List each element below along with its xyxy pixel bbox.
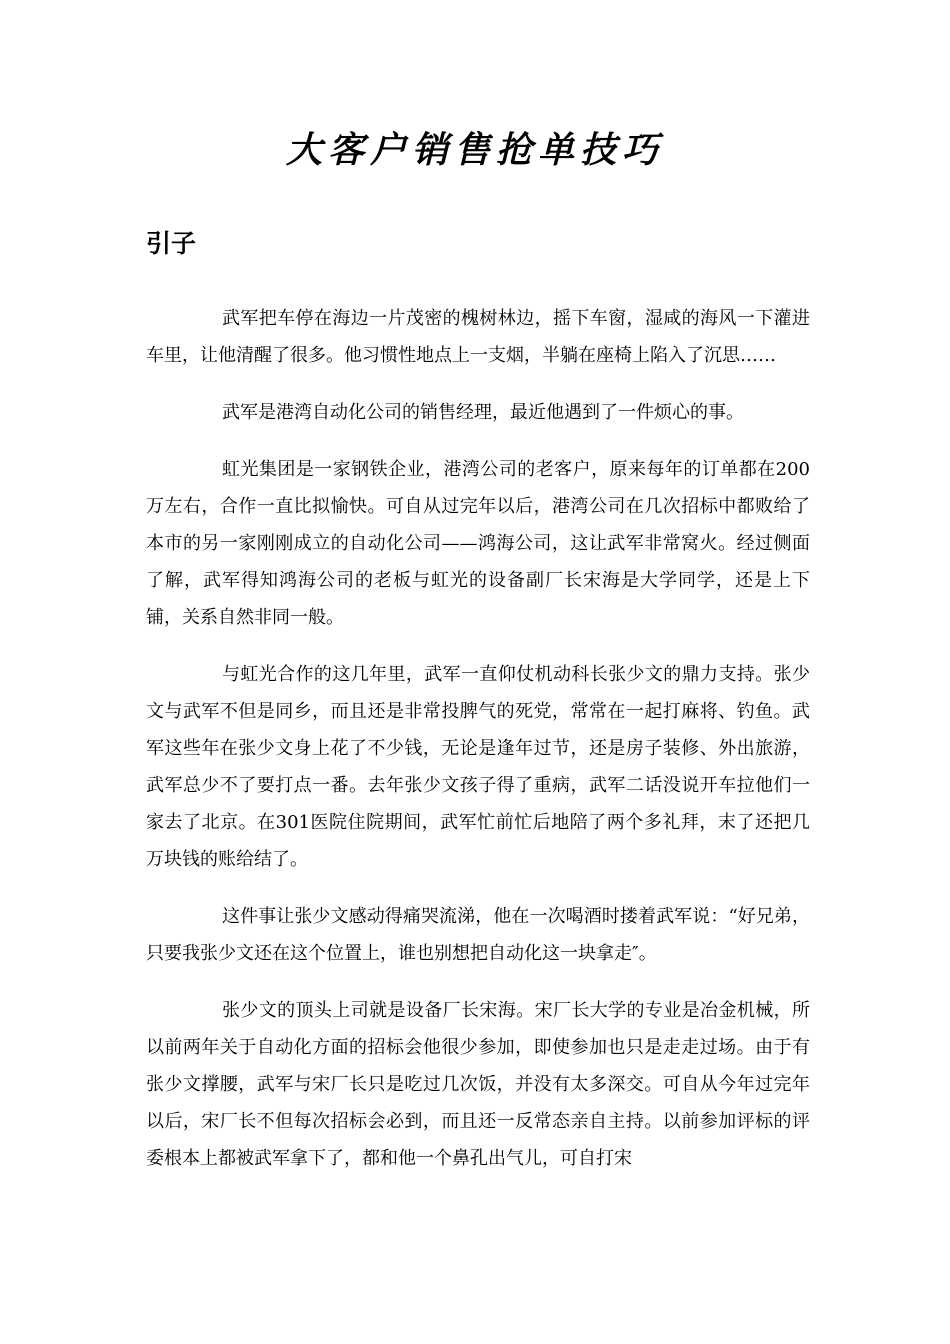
paragraph-5: 这件事让张少文感动得痛哭流涕，他在一次喝酒时搂着武军说：“好兄弟，只要我张少文还在这个位置上，谁也别想把自动化这一块拿走″。	[146, 906, 810, 964]
paragraph-3: 虹光集团是一家钢铁企业，港湾公司的老客户，原来每年的订单都在200万左右，合作一直比拟愉快。可自从过完年以后，港湾公司在几次招标中都败给了本市的另一家刚刚成立的自动化公司——鸿海公司，这让武军非常窝火。经过侧面了解，武军得知鸿海公司的老板与虹光的设备副厂长宋海是大学同学，还是上下铺，关系自然非同一般。	[146, 459, 810, 628]
document-title: 大客户销售抢单技巧	[285, 129, 664, 171]
paragraph-1: 武军把车停在海边一片茂密的槐树林边，摇下车窗，湿咸的海风一下灌进车里，让他清醒了很多。他习惯性地点上一支烟，半躺在座椅上陷入了沉思……	[146, 308, 810, 366]
section-heading: 引子	[146, 229, 197, 258]
body-text	[146, 300, 810, 1197]
paragraph-6: 张少文的顶头上司就是设备厂长宋海。宋厂长大学的专业是冶金机械，所以前两年关于自动化方面的招标会他很少参加，即使参加也只是走走过场。由于有张少文撑腰，武军与宋厂长只是吃过几次饭，并没有太多深交。可自从今年过完年以后，宋厂长不但每次招标会必到，而且还一反常态亲自主持。以前参加评标的评委根本上都被武军拿下了，都和他一个鼻孔出气儿，可自打宋	[146, 1000, 810, 1169]
paragraph-4: 与虹光合作的这几年里，武军一直仰仗机动科长张少文的鼎力支持。张少文与武军不但是同乡，而且还是非常投脾气的死党，常常在一起打麻将、钓鱼。武军这些年在张少文身上花了不少钱，无论是逢年过节，还是房子装修、外出旅游，武军总少不了要打点一番。去年张少文孩子得了重病，武军二话没说开车拉他们一家去了北京。在301医院住院期间，武军忙前忙后地陪了两个多礼拜，末了还把几万块钱的账给结了。	[146, 664, 810, 870]
paragraph-2: 武军是港湾自动化公司的销售经理，最近他遇到了一件烦心的事。	[222, 402, 744, 423]
